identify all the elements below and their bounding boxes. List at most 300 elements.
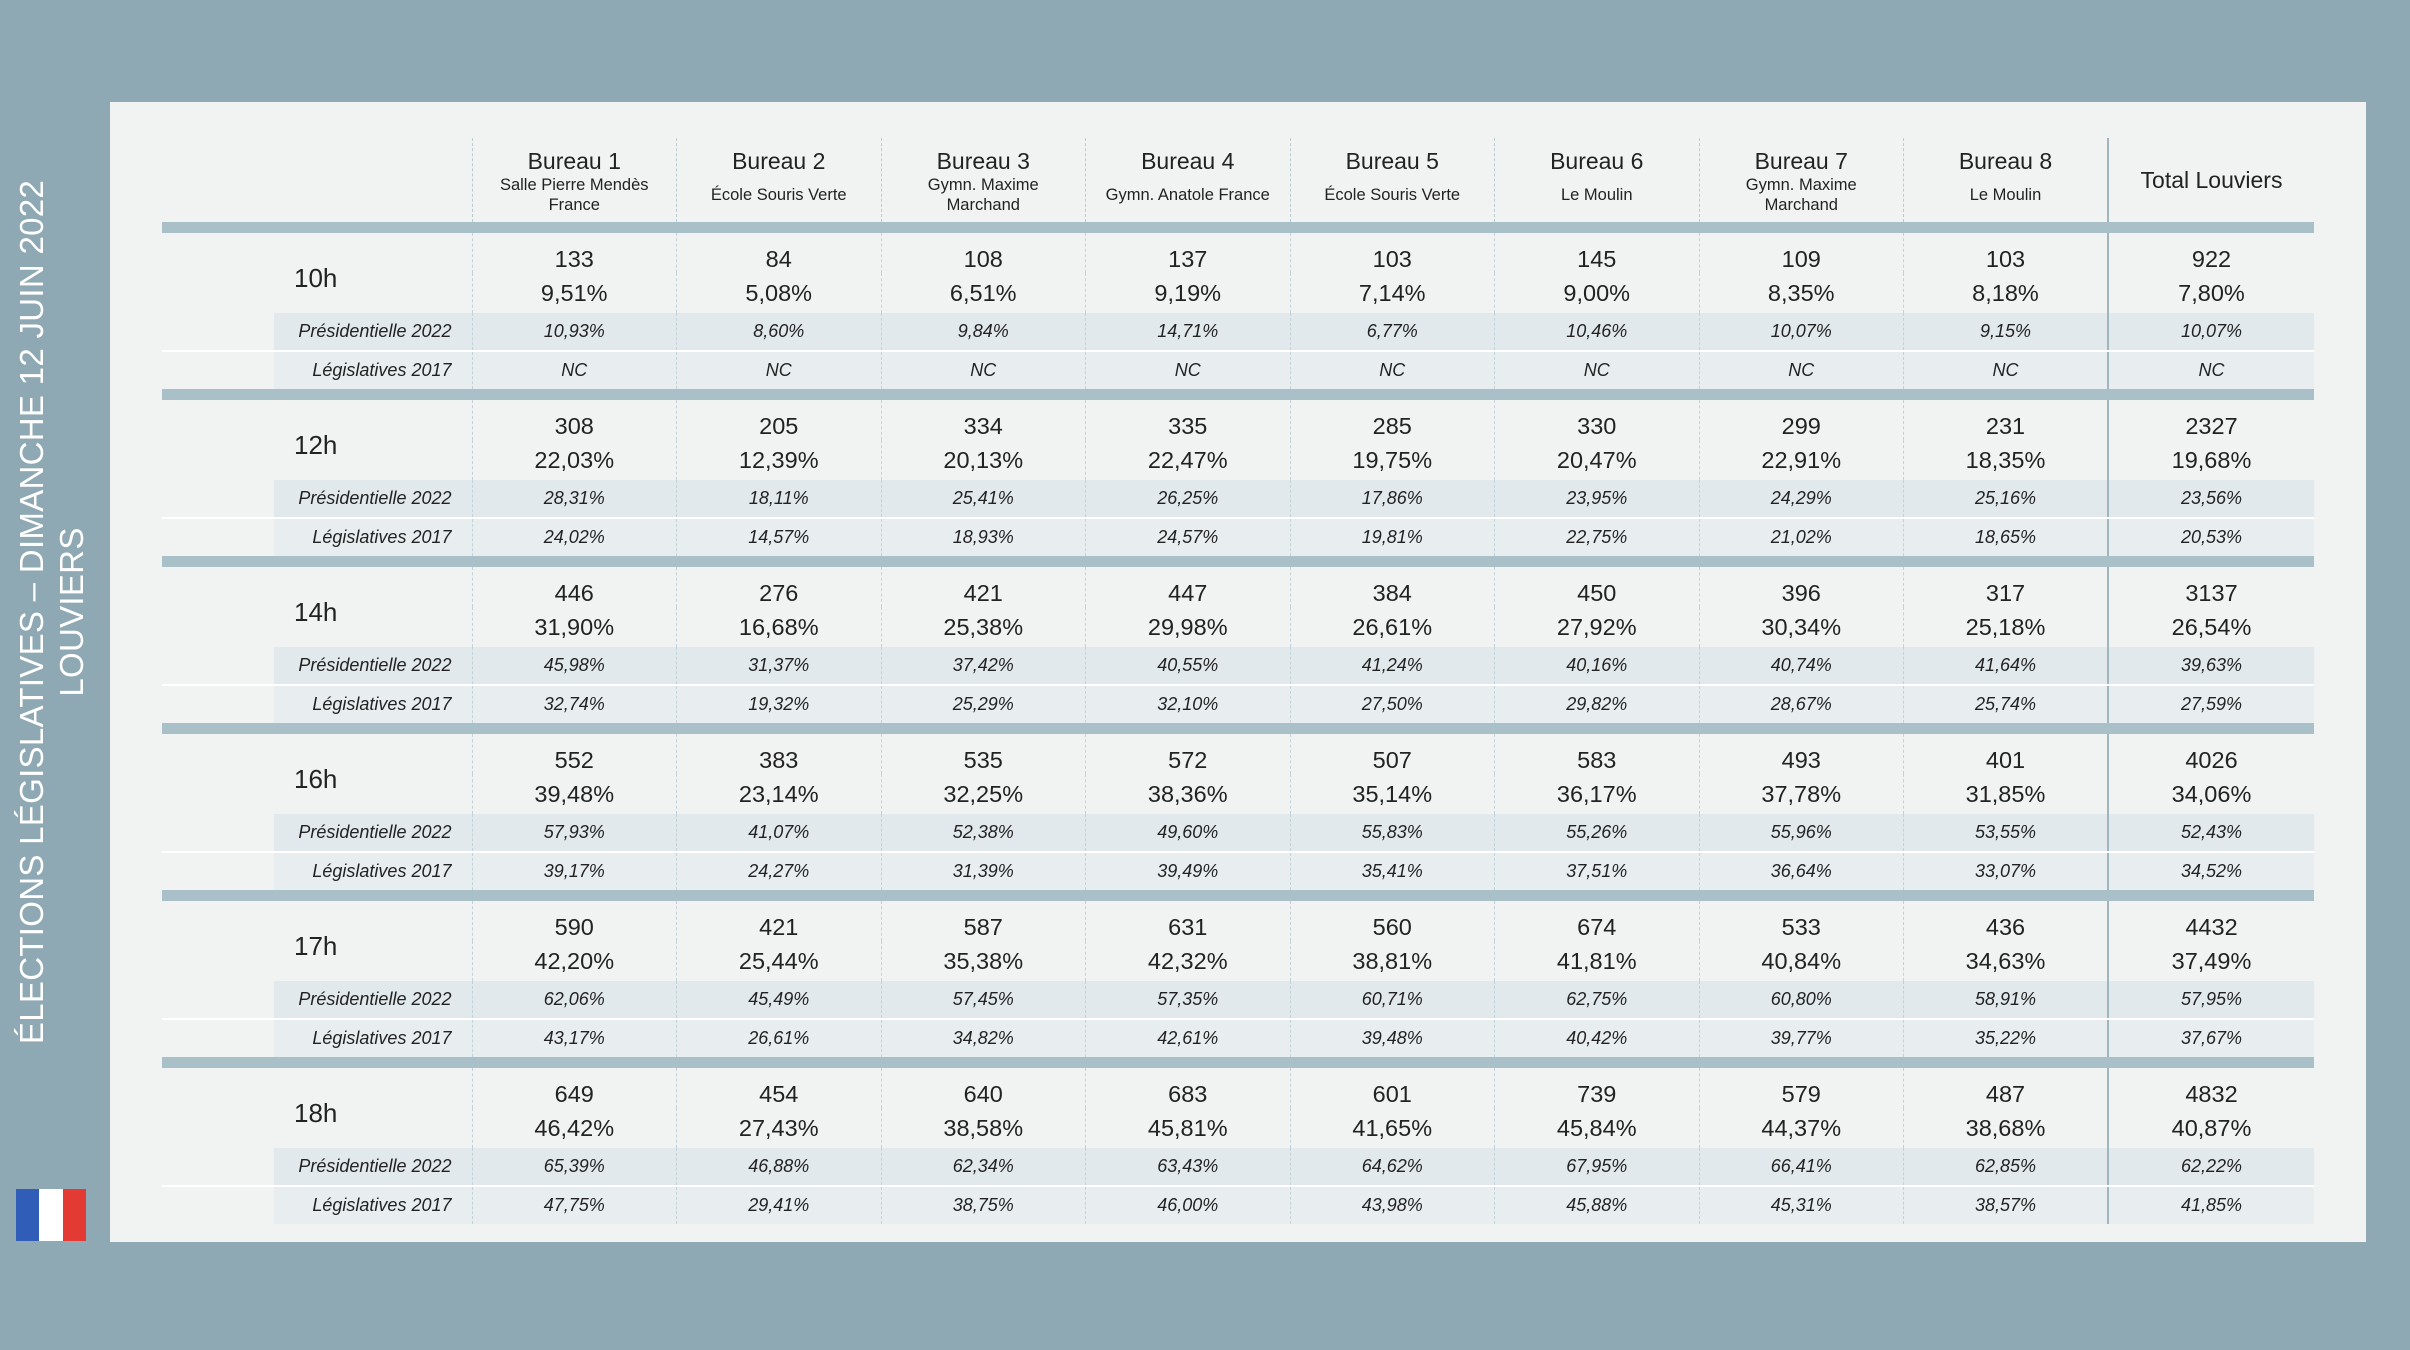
legislatives-pct: 25,74% <box>1904 685 2109 723</box>
presidentielle-pct: 57,93% <box>472 814 677 852</box>
turnout-pct: 20,47% <box>1495 440 1700 480</box>
presidentielle-pct: 10,93% <box>472 313 677 351</box>
french-flag-icon <box>16 1189 86 1241</box>
voter-count: 421 <box>881 567 1086 607</box>
presidentielle-pct: 18,11% <box>677 480 882 518</box>
voter-count: 535 <box>881 734 1086 774</box>
turnout-pct: 40,84% <box>1699 941 1904 981</box>
turnout-pct: 41,65% <box>1290 1108 1495 1148</box>
bureau-location: Gymn. Maxime Marchand <box>927 175 1039 214</box>
presidentielle-pct: 10,07% <box>2108 313 2314 351</box>
presidentielle-pct: 57,95% <box>2108 981 2314 1019</box>
legislatives-pct: NC <box>2108 351 2314 389</box>
voter-count: 601 <box>1290 1068 1495 1108</box>
turnout-pct: 19,75% <box>1290 440 1495 480</box>
legislatives-2017-row <box>162 351 2314 389</box>
turnout-pct: 22,91% <box>1699 440 1904 480</box>
section-separator <box>162 1057 2314 1068</box>
side-title-text <box>12 180 92 1044</box>
legislatives-pct: 28,67% <box>1699 685 1904 723</box>
presidentielle-pct: 57,45% <box>881 981 1086 1019</box>
legislatives-pct: 24,27% <box>677 852 882 890</box>
bureau-name: Bureau 4 <box>1141 147 1235 174</box>
legislatives-pct: 43,98% <box>1290 1186 1495 1224</box>
presidentielle-pct: 53,55% <box>1904 814 2109 852</box>
presidentielle-2022-row <box>162 313 2314 351</box>
bureau-location: Gymn. Maxime Marchand <box>1745 175 1857 214</box>
hour-label: 14h <box>294 597 338 627</box>
legislatives-pct: 35,22% <box>1904 1019 2109 1057</box>
presidentielle-pct: 60,71% <box>1290 981 1495 1019</box>
presidentielle-2022-row <box>162 647 2314 685</box>
legislatives-pct: 47,75% <box>472 1186 677 1224</box>
presidentielle-pct: 57,35% <box>1086 981 1291 1019</box>
legislatives-pct: 45,31% <box>1699 1186 1904 1224</box>
presidentielle-pct: 46,88% <box>677 1148 882 1186</box>
voter-count: 103 <box>1290 233 1495 273</box>
separator-bar <box>162 222 2314 233</box>
voter-count: 447 <box>1086 567 1291 607</box>
turnout-pct: 22,47% <box>1086 440 1291 480</box>
voter-count: 583 <box>1495 734 1700 774</box>
turnout-pct: 26,54% <box>2108 607 2314 647</box>
turnout-pct: 38,81% <box>1290 941 1495 981</box>
hour-cell <box>162 233 472 293</box>
presidentielle-pct: 58,91% <box>1904 981 2109 1019</box>
presidentielle-pct: 26,25% <box>1086 480 1291 518</box>
presidentielle-2022-row <box>162 480 2314 518</box>
presidentielle-pct: 40,55% <box>1086 647 1291 685</box>
turnout-pct: 36,17% <box>1495 774 1700 814</box>
turnout-pct: 35,38% <box>881 941 1086 981</box>
presidentielle-pct: 9,15% <box>1904 313 2109 351</box>
voter-count: 108 <box>881 233 1086 273</box>
table-body <box>162 222 2314 1224</box>
presidentielle-2022-row <box>162 1148 2314 1186</box>
legislatives-pct: 39,49% <box>1086 852 1291 890</box>
section-separator <box>162 890 2314 901</box>
bureau-name: Bureau 5 <box>1345 147 1439 174</box>
bureau-name: Bureau 7 <box>1754 147 1848 174</box>
legislatives-pct: 31,39% <box>881 852 1086 890</box>
presidentielle-pct: 45,49% <box>677 981 882 1019</box>
voter-count: 276 <box>677 567 882 607</box>
legislatives-label: Législatives 2017 <box>162 685 472 723</box>
turnout-pct: 27,92% <box>1495 607 1700 647</box>
turnout-pct: 44,37% <box>1699 1108 1904 1148</box>
presidentielle-pct: 55,83% <box>1290 814 1495 852</box>
legislatives-pct: 18,65% <box>1904 518 2109 556</box>
header-row <box>162 138 2314 222</box>
header-bureau-7 <box>1699 138 1904 222</box>
turnout-pct: 25,38% <box>881 607 1086 647</box>
flag-stripe-white <box>39 1189 62 1241</box>
separator-bar <box>162 1057 2314 1068</box>
turnout-pct: 39,48% <box>472 774 677 814</box>
turnout-pct: 31,85% <box>1904 774 2109 814</box>
legislatives-2017-row <box>162 518 2314 556</box>
turnout-pct: 9,00% <box>1495 273 1700 313</box>
turnout-pct: 6,51% <box>881 273 1086 313</box>
turnout-pct: 9,19% <box>1086 273 1291 313</box>
legislatives-2017-row <box>162 852 2314 890</box>
voter-count: 84 <box>677 233 882 273</box>
presidentielle-pct: 62,34% <box>881 1148 1086 1186</box>
legislatives-pct: NC <box>1699 351 1904 389</box>
legislatives-2017-row <box>162 1019 2314 1057</box>
legislatives-pct: 33,07% <box>1904 852 2109 890</box>
hour-cell <box>162 400 472 460</box>
legislatives-pct: 29,41% <box>677 1186 882 1224</box>
hour-label: 17h <box>294 931 338 961</box>
legislatives-pct: 24,02% <box>472 518 677 556</box>
presidentielle-label: Présidentielle 2022 <box>162 981 472 1019</box>
legislatives-pct: 26,61% <box>677 1019 882 1057</box>
presidentielle-pct: 52,38% <box>881 814 1086 852</box>
presidentielle-label: Présidentielle 2022 <box>162 814 472 852</box>
turnout-pct: 38,68% <box>1904 1108 2109 1148</box>
bureau-location: Le Moulin <box>1560 185 1633 204</box>
side-title-line2: LOUVIERS <box>53 527 90 697</box>
legislatives-pct: 38,57% <box>1904 1186 2109 1224</box>
turnout-pct: 8,35% <box>1699 273 1904 313</box>
header-bureau-4 <box>1086 138 1291 222</box>
header-bureau-6 <box>1495 138 1700 222</box>
turnout-pct: 30,34% <box>1699 607 1904 647</box>
legislatives-pct: 29,82% <box>1495 685 1700 723</box>
bureau-location: École Souris Verte <box>1324 185 1461 204</box>
voter-count: 450 <box>1495 567 1700 607</box>
hour-cell <box>162 901 472 961</box>
legislatives-pct: 46,00% <box>1086 1186 1291 1224</box>
presidentielle-pct: 39,63% <box>2108 647 2314 685</box>
presidentielle-pct: 62,85% <box>1904 1148 2109 1186</box>
legislatives-pct: 21,02% <box>1699 518 1904 556</box>
voter-count: 436 <box>1904 901 2109 941</box>
header-total <box>2108 138 2314 222</box>
legislatives-pct: 19,32% <box>677 685 882 723</box>
voter-count: 335 <box>1086 400 1291 440</box>
turnout-pct: 18,35% <box>1904 440 2109 480</box>
turnout-pct: 38,58% <box>881 1108 1086 1148</box>
turnout-pct: 42,20% <box>472 941 677 981</box>
hour-cell <box>162 567 472 627</box>
presidentielle-pct: 60,80% <box>1699 981 1904 1019</box>
turnout-pct: 38,36% <box>1086 774 1291 814</box>
voter-count: 683 <box>1086 1068 1291 1108</box>
presidentielle-label: Présidentielle 2022 <box>162 1148 472 1186</box>
voter-count: 590 <box>472 901 677 941</box>
hour-label: 10h <box>294 263 338 293</box>
voter-count-row <box>162 901 2314 941</box>
section-separator <box>162 389 2314 400</box>
presidentielle-pct: 49,60% <box>1086 814 1291 852</box>
presidentielle-pct: 17,86% <box>1290 480 1495 518</box>
legislatives-pct: 25,29% <box>881 685 1086 723</box>
legislatives-pct: 39,48% <box>1290 1019 1495 1057</box>
turnout-pct: 31,90% <box>472 607 677 647</box>
legislatives-pct: 35,41% <box>1290 852 1495 890</box>
turnout-pct: 29,98% <box>1086 607 1291 647</box>
legislatives-pct: 42,61% <box>1086 1019 1291 1057</box>
turnout-pct: 41,81% <box>1495 941 1700 981</box>
turnout-pct: 16,68% <box>677 607 882 647</box>
presidentielle-pct: 37,42% <box>881 647 1086 685</box>
presidentielle-label: Présidentielle 2022 <box>162 480 472 518</box>
legislatives-pct: 37,51% <box>1495 852 1700 890</box>
voter-count-row <box>162 233 2314 273</box>
voter-count: 507 <box>1290 734 1495 774</box>
voter-count: 739 <box>1495 1068 1700 1108</box>
turnout-pct: 42,32% <box>1086 941 1291 981</box>
legislatives-pct: 37,67% <box>2108 1019 2314 1057</box>
voter-count: 109 <box>1699 233 1904 273</box>
voter-count: 649 <box>472 1068 677 1108</box>
turnout-pct: 46,42% <box>472 1108 677 1148</box>
voter-count: 421 <box>677 901 882 941</box>
legislatives-pct: NC <box>1086 351 1291 389</box>
legislatives-pct: 39,77% <box>1699 1019 1904 1057</box>
presidentielle-pct: 23,56% <box>2108 480 2314 518</box>
voter-count: 674 <box>1495 901 1700 941</box>
turnout-pct: 22,03% <box>472 440 677 480</box>
presidentielle-pct: 66,41% <box>1699 1148 1904 1186</box>
turnout-pct: 7,80% <box>2108 273 2314 313</box>
separator-bar <box>162 556 2314 567</box>
voter-count-row <box>162 567 2314 607</box>
voter-count: 572 <box>1086 734 1291 774</box>
presidentielle-pct: 67,95% <box>1495 1148 1700 1186</box>
header-bureau-1 <box>472 138 677 222</box>
legislatives-label: Législatives 2017 <box>162 351 472 389</box>
voter-count-row <box>162 734 2314 774</box>
legislatives-pct: 20,53% <box>2108 518 2314 556</box>
voter-count: 285 <box>1290 400 1495 440</box>
presidentielle-pct: 41,07% <box>677 814 882 852</box>
legislatives-pct: 27,50% <box>1290 685 1495 723</box>
turnout-card <box>110 102 2366 1242</box>
legislatives-label: Législatives 2017 <box>162 518 472 556</box>
presidentielle-pct: 9,84% <box>881 313 1086 351</box>
bureau-name: Bureau 3 <box>936 147 1030 174</box>
presidentielle-pct: 62,06% <box>472 981 677 1019</box>
voter-count: 552 <box>472 734 677 774</box>
bureau-location: Salle Pierre Mendès France <box>499 175 649 214</box>
legislatives-pct: NC <box>1904 351 2109 389</box>
legislatives-pct: 41,85% <box>2108 1186 2314 1224</box>
voter-count: 2327 <box>2108 400 2314 440</box>
total-header-label: Total Louviers <box>2140 166 2283 193</box>
separator-bar <box>162 389 2314 400</box>
hour-label: 16h <box>294 764 338 794</box>
voter-count: 103 <box>1904 233 2109 273</box>
bureau-name: Bureau 1 <box>527 147 621 174</box>
voter-count: 137 <box>1086 233 1291 273</box>
presidentielle-pct: 25,16% <box>1904 480 2109 518</box>
voter-count-row <box>162 1068 2314 1108</box>
turnout-pct-row <box>162 941 2314 981</box>
voter-count: 560 <box>1290 901 1495 941</box>
legislatives-pct: 38,75% <box>881 1186 1086 1224</box>
voter-count: 454 <box>677 1068 882 1108</box>
presidentielle-pct: 65,39% <box>472 1148 677 1186</box>
bureau-location: Gymn. Anatole France <box>1105 185 1270 204</box>
turnout-pct: 23,14% <box>677 774 882 814</box>
legislatives-2017-row <box>162 1186 2314 1224</box>
presidentielle-pct: 63,43% <box>1086 1148 1291 1186</box>
presidentielle-pct: 62,75% <box>1495 981 1700 1019</box>
presidentielle-pct: 23,95% <box>1495 480 1700 518</box>
voter-count: 299 <box>1699 400 1904 440</box>
turnout-pct: 9,51% <box>472 273 677 313</box>
legislatives-pct: NC <box>472 351 677 389</box>
turnout-pct: 12,39% <box>677 440 882 480</box>
presidentielle-pct: 14,71% <box>1086 313 1291 351</box>
header-corner <box>162 138 472 222</box>
presidentielle-pct: 40,16% <box>1495 647 1700 685</box>
flag-stripe-blue <box>16 1189 39 1241</box>
legislatives-pct: 19,81% <box>1290 518 1495 556</box>
voter-count: 579 <box>1699 1068 1904 1108</box>
voter-count: 205 <box>677 400 882 440</box>
turnout-pct: 19,68% <box>2108 440 2314 480</box>
header-bureau-8 <box>1904 138 2109 222</box>
presidentielle-2022-row <box>162 814 2314 852</box>
presidentielle-pct: 28,31% <box>472 480 677 518</box>
legislatives-pct: 34,82% <box>881 1019 1086 1057</box>
voter-count: 4432 <box>2108 901 2314 941</box>
presidentielle-pct: 62,22% <box>2108 1148 2314 1186</box>
voter-count-row <box>162 400 2314 440</box>
turnout-pct: 7,14% <box>1290 273 1495 313</box>
voter-count: 383 <box>677 734 882 774</box>
presidentielle-pct: 10,46% <box>1495 313 1700 351</box>
legislatives-label: Législatives 2017 <box>162 852 472 890</box>
legislatives-pct: 40,42% <box>1495 1019 1700 1057</box>
voter-count: 4832 <box>2108 1068 2314 1108</box>
turnout-pct: 27,43% <box>677 1108 882 1148</box>
turnout-pct-row <box>162 774 2314 814</box>
presidentielle-pct: 6,77% <box>1290 313 1495 351</box>
voter-count: 401 <box>1904 734 2109 774</box>
legislatives-pct: NC <box>677 351 882 389</box>
hour-cell <box>162 1068 472 1128</box>
side-title <box>0 0 108 1350</box>
legislatives-2017-row <box>162 685 2314 723</box>
presidentielle-pct: 31,37% <box>677 647 882 685</box>
turnout-pct: 45,81% <box>1086 1108 1291 1148</box>
legislatives-pct: 34,52% <box>2108 852 2314 890</box>
legislatives-pct: NC <box>1495 351 1700 389</box>
section-separator <box>162 556 2314 567</box>
legislatives-pct: 27,59% <box>2108 685 2314 723</box>
voter-count: 4026 <box>2108 734 2314 774</box>
voter-count: 384 <box>1290 567 1495 607</box>
legislatives-pct: NC <box>881 351 1086 389</box>
voter-count: 487 <box>1904 1068 2109 1108</box>
presidentielle-pct: 41,24% <box>1290 647 1495 685</box>
legislatives-pct: 24,57% <box>1086 518 1291 556</box>
presidentielle-pct: 8,60% <box>677 313 882 351</box>
legislatives-pct: 36,64% <box>1699 852 1904 890</box>
turnout-pct: 5,08% <box>677 273 882 313</box>
legislatives-label: Législatives 2017 <box>162 1186 472 1224</box>
turnout-pct: 34,06% <box>2108 774 2314 814</box>
voter-count: 330 <box>1495 400 1700 440</box>
turnout-pct: 8,18% <box>1904 273 2109 313</box>
voter-count: 533 <box>1699 901 1904 941</box>
side-title-line1: ÉLECTIONS LÉGISLATIVES – DIMANCHE 12 JUIN 2022 <box>13 179 50 1045</box>
voter-count: 317 <box>1904 567 2109 607</box>
legislatives-pct: 32,10% <box>1086 685 1291 723</box>
section-separator <box>162 723 2314 734</box>
presidentielle-pct: 25,41% <box>881 480 1086 518</box>
turnout-pct: 37,78% <box>1699 774 1904 814</box>
turnout-pct: 25,44% <box>677 941 882 981</box>
presidentielle-pct: 55,96% <box>1699 814 1904 852</box>
voter-count: 145 <box>1495 233 1700 273</box>
presidentielle-pct: 52,43% <box>2108 814 2314 852</box>
turnout-pct: 45,84% <box>1495 1108 1700 1148</box>
presidentielle-pct: 64,62% <box>1290 1148 1495 1186</box>
separator-bar <box>162 723 2314 734</box>
presidentielle-label: Présidentielle 2022 <box>162 313 472 351</box>
turnout-pct-row <box>162 607 2314 647</box>
legislatives-pct: 18,93% <box>881 518 1086 556</box>
legislatives-pct: 43,17% <box>472 1019 677 1057</box>
presidentielle-pct: 10,07% <box>1699 313 1904 351</box>
voter-count: 922 <box>2108 233 2314 273</box>
bureau-name: Bureau 8 <box>1958 147 2053 174</box>
turnout-pct-row <box>162 1108 2314 1148</box>
presidentielle-label: Présidentielle 2022 <box>162 647 472 685</box>
voter-count: 631 <box>1086 901 1291 941</box>
header-bureau-2 <box>677 138 882 222</box>
turnout-pct: 32,25% <box>881 774 1086 814</box>
legislatives-pct: 39,17% <box>472 852 677 890</box>
bureau-name: Bureau 2 <box>732 147 826 174</box>
legislatives-pct: 32,74% <box>472 685 677 723</box>
presidentielle-pct: 24,29% <box>1699 480 1904 518</box>
turnout-pct: 25,18% <box>1904 607 2109 647</box>
presidentielle-2022-row <box>162 981 2314 1019</box>
presidentielle-pct: 40,74% <box>1699 647 1904 685</box>
legislatives-pct: NC <box>1290 351 1495 389</box>
flag-stripe-red <box>63 1189 86 1241</box>
section-separator <box>162 222 2314 233</box>
voter-count: 587 <box>881 901 1086 941</box>
separator-bar <box>162 890 2314 901</box>
voter-count: 308 <box>472 400 677 440</box>
voter-count: 640 <box>881 1068 1086 1108</box>
turnout-pct: 34,63% <box>1904 941 2109 981</box>
voter-count: 133 <box>472 233 677 273</box>
presidentielle-pct: 55,26% <box>1495 814 1700 852</box>
bureau-name: Bureau 6 <box>1550 147 1644 174</box>
turnout-pct-row <box>162 273 2314 313</box>
voter-count: 493 <box>1699 734 1904 774</box>
hour-label: 18h <box>294 1098 338 1128</box>
turnout-pct: 20,13% <box>881 440 1086 480</box>
hour-cell <box>162 734 472 794</box>
legislatives-label: Législatives 2017 <box>162 1019 472 1057</box>
presidentielle-pct: 45,98% <box>472 647 677 685</box>
voter-count: 3137 <box>2108 567 2314 607</box>
header-bureau-5 <box>1290 138 1495 222</box>
legislatives-pct: 14,57% <box>677 518 882 556</box>
turnout-pct: 35,14% <box>1290 774 1495 814</box>
header-bureau-3 <box>881 138 1086 222</box>
